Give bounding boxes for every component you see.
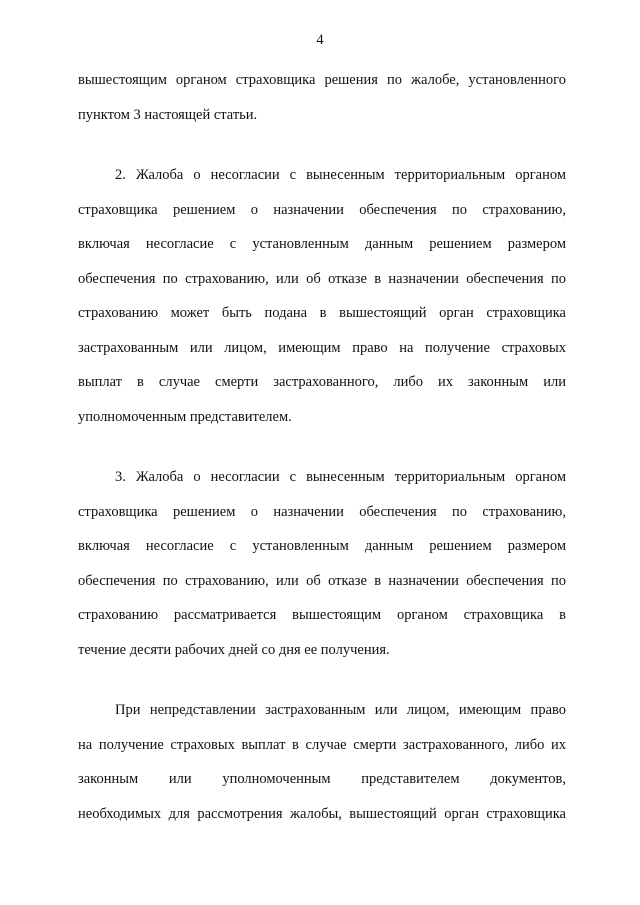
text-line: пунктом 3 настоящей статьи. [78, 106, 258, 123]
text-line: включая несогласие с установленным данным решением размером [78, 538, 566, 554]
text-line: страхованию рассматривается вышестоящим органом страховщика в [78, 607, 566, 623]
text-line: включая несогласие с установленным данным решением размером [78, 236, 566, 252]
text-line: выплат в случае смерти застрахованного, либо их законным или [78, 374, 566, 390]
paragraph-2 [78, 165, 566, 441]
text-line: страховщика решением о назначении обеспечения по страхованию, [78, 503, 566, 520]
paragraph-4 [78, 700, 566, 838]
text-line: обеспечения по страхованию, или об отказе в назначении обеспечения по [78, 270, 566, 287]
text-line: При непредставлении застрахованным или лицом, имеющим право [115, 702, 566, 718]
document-body [78, 70, 566, 838]
text-line: уполномоченным представителем. [78, 408, 292, 425]
text-line: законным или уполномоченным представителем документов, [78, 771, 566, 787]
paragraph-1 [78, 70, 566, 139]
text-line: страховщика решением о назначении обеспечения по страхованию, [78, 201, 566, 218]
paragraph-3 [78, 467, 566, 674]
text-line: вышестоящим органом страховщика решения по жалобе, установленного [78, 72, 566, 88]
page-number: 4 [316, 32, 324, 48]
text-line: течение десяти рабочих дней со дня ее получения. [78, 641, 390, 658]
text-line: обеспечения по страхованию, или об отказе в назначении обеспечения по [78, 572, 566, 589]
text-line: застрахованным или лицом, имеющим право на получение страховых [78, 339, 566, 356]
text-line: страхованию может быть подана в вышестоящий орган страховщика [78, 305, 566, 321]
text-line: на получение страховых выплат в случае смерти застрахованного, либо их [78, 736, 566, 753]
text-line: 2. Жалоба о несогласии с вынесенным территориальным органом [115, 167, 566, 183]
text-line: необходимых для рассмотрения жалобы, вышестоящий орган страховщика [78, 805, 566, 822]
text-line: 3. Жалоба о несогласии с вынесенным территориальным органом [115, 469, 566, 485]
